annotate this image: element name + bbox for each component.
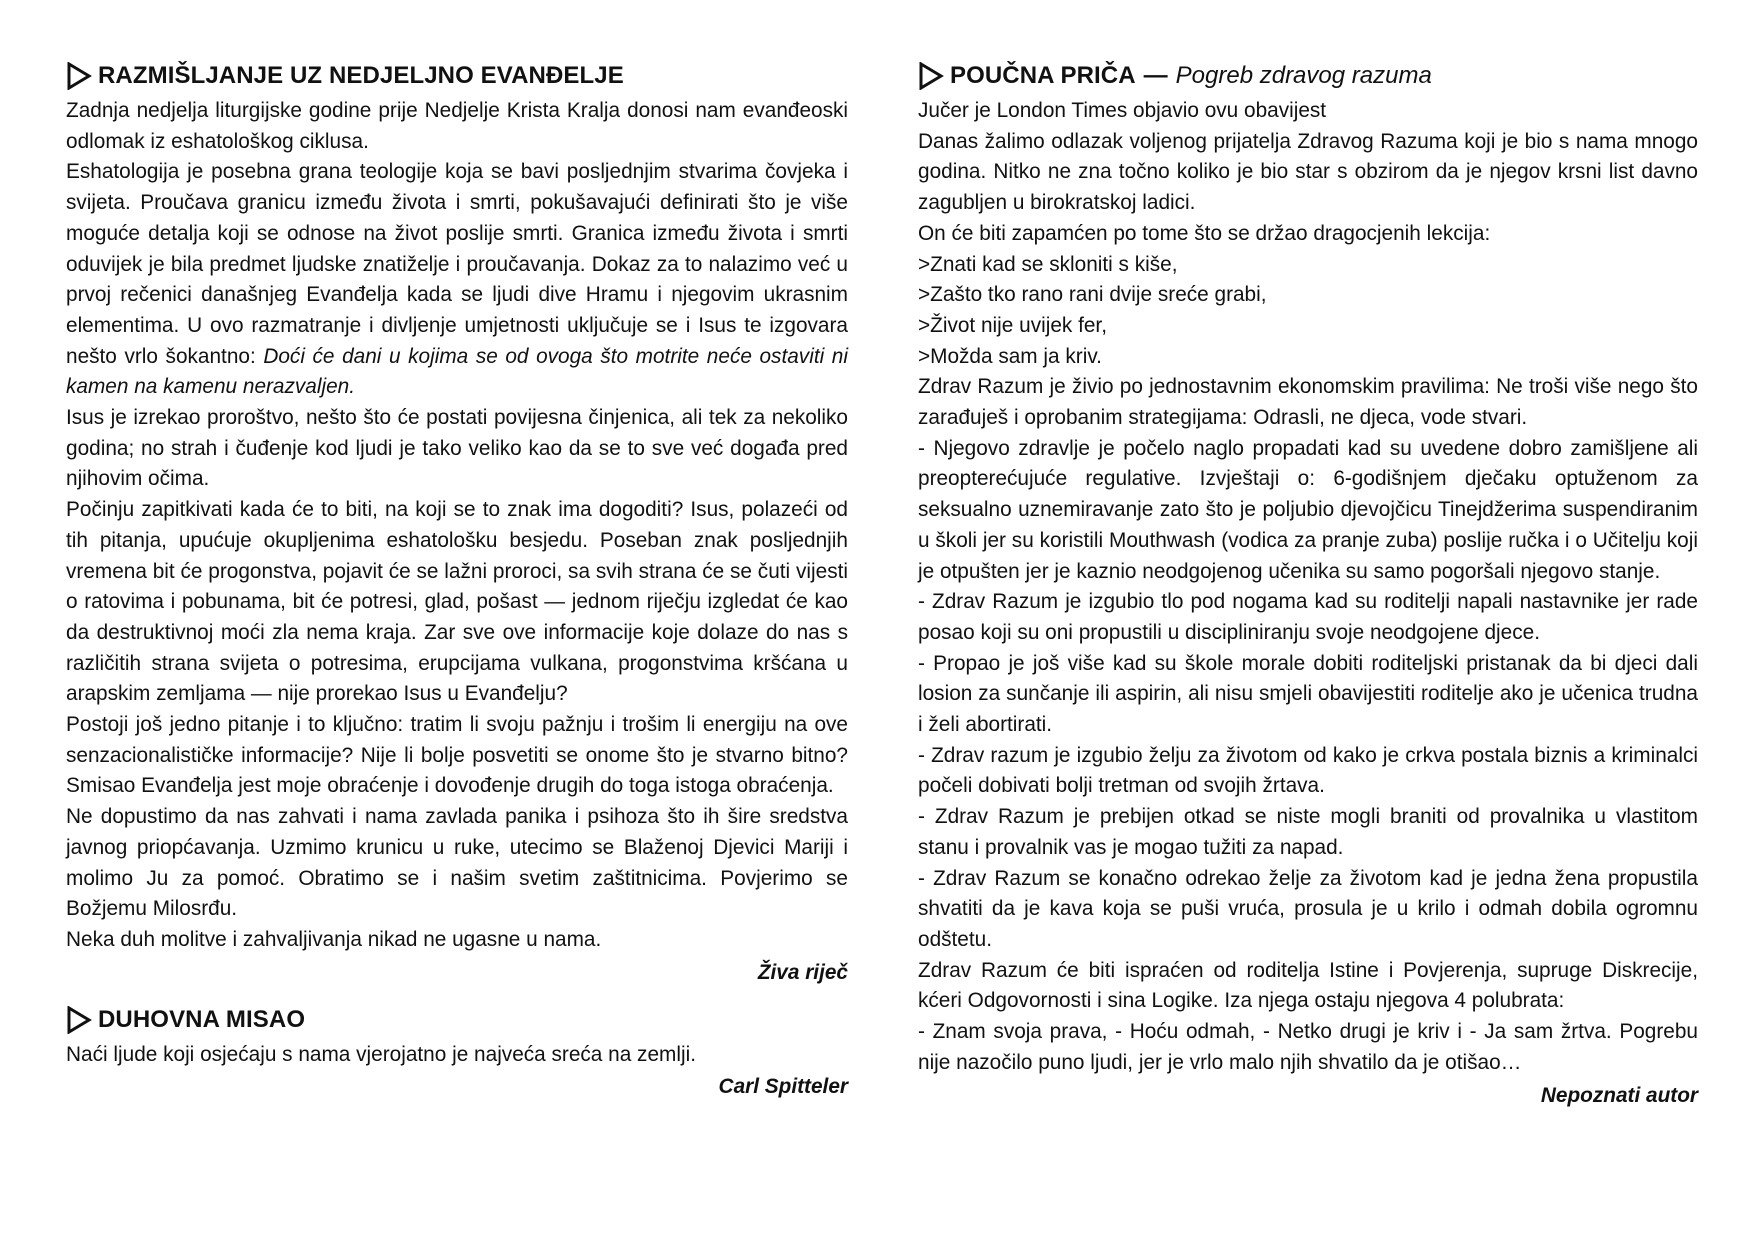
paragraph: - Propao je još više kad su škole morale dobiti roditeljski pristanak da bi djeci dali losion za sunčanje ili aspirin, ali nisu smjeli obavijestiti roditelje ako je učenica trudna i želi abortirati. <box>918 651 1698 737</box>
paragraph: Zdrav Razum je živio po jednostavnim ekonomskim pravilima: Ne troši više nego što zarađuješ i oprobanim strategijama: Odrasli, ne djeca, vode stvari. <box>918 375 1698 430</box>
paragraph: Postoji još jedno pitanje i to ključno: tratim li svoju pažnju i trošim li energiju na ove senzacionalističke informacije? Nije li bolje posvetiti se onome što je stvarno bitno? Smisao Evanđelja jest moje obraćenje i dovođenje drugih do toga istoga obraćenja. <box>66 713 848 798</box>
play-triangle-icon <box>918 62 944 90</box>
paragraph: Zadnja nedjelja liturgijske godine prije Nedjelje Krista Kralja donosi nam evanđeoski odlomak iz eshatološkog ciklusa. <box>66 99 848 153</box>
signature: Živa riječ <box>757 960 848 984</box>
signature: Nepoznati autor <box>1540 1083 1698 1107</box>
left-column <box>66 62 848 1102</box>
section-title: POUČNA PRIČA <box>950 62 1136 89</box>
right-column <box>918 62 1698 1111</box>
lesson-item: >Život nije uvijek fer, <box>918 313 1107 337</box>
paragraph: Ne dopustimo da nas zahvati i nama zavlada panika i psihoza što ih šire sredstva javnog priopćavanja. Uzmimo krunicu u ruke, utecimo se Blaženoj Djevici Mariji i molimo Ju za pomoć. Obratimo se i našim svetim zaštitnicima. Povjerimo se Božjemu Milosrđu. <box>66 805 848 921</box>
title-dash: — <box>1143 62 1168 89</box>
gospel-quote: Doći će dani u kojima se od ovoga što motrite neće ostaviti ni kamen na kamenu nerazvaljen. <box>66 344 848 399</box>
paragraph: On će biti zapamćen po tome što se držao dragocjenih lekcija: <box>918 221 1491 245</box>
lesson-item: >Znati kad se skloniti s kiše, <box>918 252 1178 276</box>
lesson-item: >Zašto tko rano rani dvije sreće grabi, <box>918 283 1267 307</box>
paragraph <box>66 157 848 403</box>
paragraph: - Zdrav Razum je prebijen otkad se niste mogli braniti od provalnika u vlastitom stanu i provalnik vas je mogao tužiti za napad. <box>918 805 1698 859</box>
section-heading-spiritual-thought <box>66 1006 848 1034</box>
paragraph: - Njegovo zdravlje je počelo naglo propadati kad su uvedene dobro zamišljene ali preopterećujuće regulative. Izvještaji o: 6-godišnjem dječaku optuženom za seksualno uznemiravanje zato što je poljubio djevojčicu Tinejdžerima suspendiranim u školi jer su koristili Mouthwash (vodica za pranje zuba) poslije ručka i o Učitelju koji je otpušten jer je kaznio neodgojenog učenika su samo pogoršali njegovo stanje. <box>918 436 1698 583</box>
paragraph-text: Eshatologija je posebna grana teologije koja se bavi posljednjim stvarima čovjeka i svijeta. Proučava granicu između života i smrti, pokušavajući definirati što je više moguće detalja koji se odnose na život poslije smrti. Granica između života i smrti oduvijek je bila predmet ljudske znatiželje i proučavanja. Dokaz za to nalazimo već u prvoj rečenici današnjeg Evanđelja kada se ljudi dive Hramu i njegovim ukrasnim elementima. U ovo razmatranje i divljenje umjetnosti uključuje se i Isus te izgovara nešto vrlo šokantno: <box>66 160 848 368</box>
paragraph: - Zdrav Razum se konačno odrekao želje za životom kad je jedna žena propustila shvatiti da je kava koja se puši vruća, prosula je u krilo i odmah dobila ogromnu odštetu. <box>918 866 1698 951</box>
section-title: DUHOVNA MISAO <box>98 1005 306 1033</box>
paragraph: Isus je izrekao proroštvo, nešto što će postati povijesna činjenica, ali tek za nekoliko godina; no strah i čuđenje kod ljudi je tako veliko kao da se to sve već događa pred njihovim očima. <box>66 406 848 491</box>
section-heading-reflection <box>66 62 848 90</box>
section-title: RAZMIŠLJANJE UZ NEDJELJNO EVANĐELJE <box>98 62 624 89</box>
paragraph: Jučer je London Times objavio ovu obavijest <box>918 99 1327 122</box>
section-heading-story <box>918 62 1698 90</box>
paragraph: Neka duh molitve i zahvaljivanja nikad ne ugasne u nama. <box>66 927 602 951</box>
play-triangle-icon <box>66 1006 92 1034</box>
quote-text: Naći ljude koji osjećaju s nama vjerojatno je najveća sreća na zemlji. <box>66 1042 696 1066</box>
play-triangle-icon <box>66 62 92 90</box>
paragraph: Danas žalimo odlazak voljenog prijatelja Zdravog Razuma koji je bio s nama mnogo godina. Nitko ne zna točno koliko je bio star s obzirom da je njegov krsni list davno zagubljen u birokratskoj ladici. <box>918 129 1698 215</box>
paragraph: - Zdrav Razum je izgubio tlo pod nogama kad su roditelji napali nastavnike jer rade posao koji su oni propustili u discipliniranju svoje neodgojene djece. <box>918 590 1698 644</box>
paragraph: Zdrav Razum će biti ispraćen od roditelja Istine i Povjerenja, supruge Diskrecije, kćeri Odgovornosti i sina Logike. Iza njega ostaju njegova 4 polubrata: <box>918 958 1698 1013</box>
paragraph: - Znam svoja prava, - Hoću odmah, - Netko drugi je kriv i - Ja sam žrtva. Pogrebu nije nazočilo puno ljudi, jer je vrlo malo njih shvatilo da je otišao… <box>918 1020 1698 1074</box>
paragraph: - Zdrav razum je izgubio želju za životom od kako je crkva postala biznis a kriminalci počeli dobivati bolji tretman od svojih žrtava. <box>918 743 1698 798</box>
section-subtitle: Pogreb zdravog razuma <box>1175 62 1432 89</box>
spacer <box>66 988 848 1006</box>
signature: Carl Spitteler <box>718 1075 848 1099</box>
lesson-item: >Možda sam ja kriv. <box>918 344 1102 368</box>
paragraph: Počinju zapitkivati kada će to biti, na koji se to znak ima dogoditi? Isus, polazeći od tih pitanja, upućuje okupljenima eshatološku besjedu. Poseban znak posljednjih vremena bit će progonstva, pojavit će se lažni proroci, sa svih strana će se čuti vijesti o ratovima i pobunama, bit će potresi, glad, pošast — jednom riječju izgledat će kao da destruktivnoj moći zla nema kraja. Zar sve ove informacije koje dolaze do nas s različitih strana svijeta o potresima, erupcijama vulkana, progonstvima kršćana u arapskim zemljama — nije prorekao Isus u Evanđelju? <box>66 498 848 706</box>
